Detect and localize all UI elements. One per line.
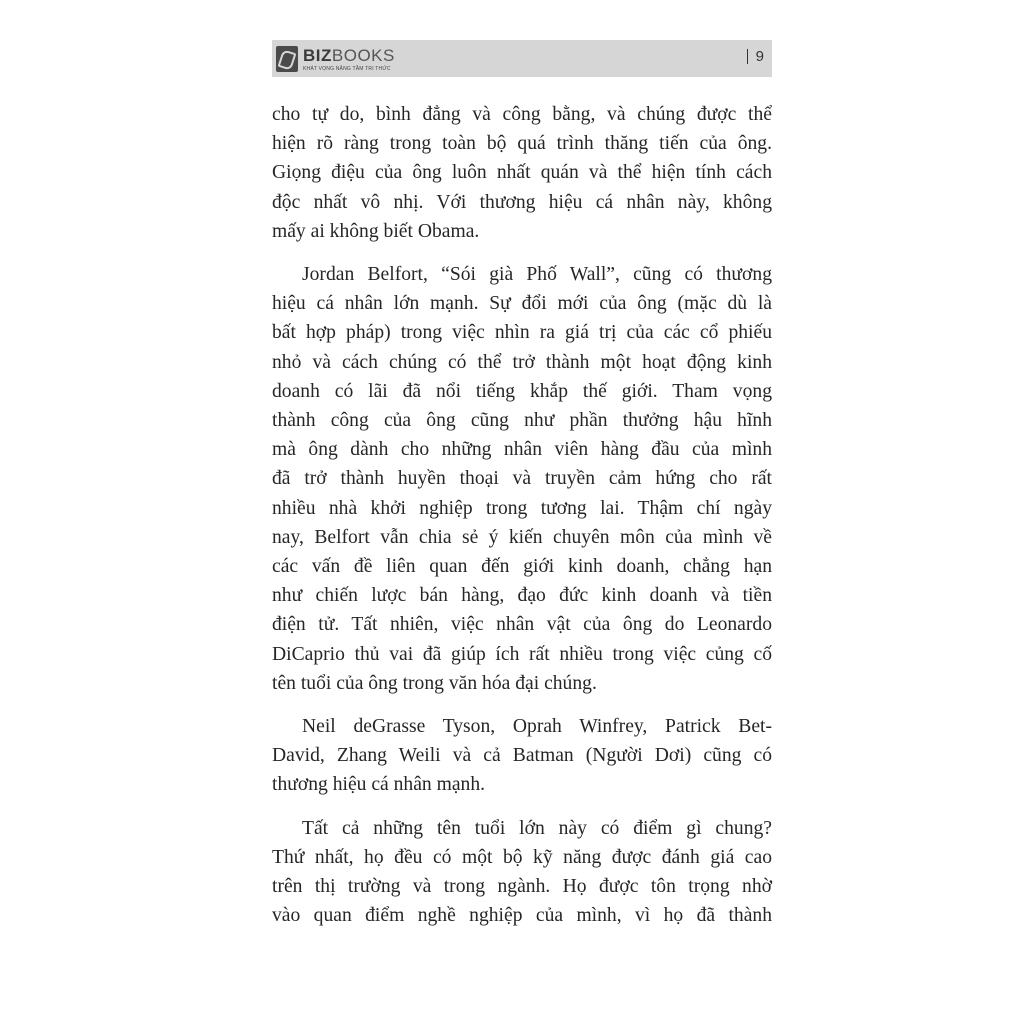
page-number-block xyxy=(747,48,764,65)
brand-bold: BIZ xyxy=(303,45,332,65)
text-line: doanh có lãi đã nổi tiếng khắp thế giới. Tham vọng xyxy=(272,380,772,402)
running-header xyxy=(272,40,772,77)
text-line: tên tuổi của ông trong văn hóa đại chúng. xyxy=(272,672,597,694)
text-line: Tất cả những tên tuổi lớn này có điểm gì chung? xyxy=(302,817,772,839)
text-line: DiCaprio thủ vai đã giúp ích rất nhiều trong việc củng cố xyxy=(272,643,772,665)
paragraph-3 xyxy=(272,712,772,800)
text-line: các vấn đề liên quan đến giới kinh doanh, chẳng hạn xyxy=(272,556,772,578)
page-number: 9 xyxy=(755,48,764,65)
text-line: mà ông dành cho những nhân viên hàng đầu của mình xyxy=(272,439,772,461)
text-line: hiện rõ ràng trong toàn bộ quá trình thăng tiến của ông. xyxy=(272,133,772,155)
text-line: David, Zhang Weili và cả Batman (Người Dơi) cũng có xyxy=(272,745,772,767)
brand-tagline: KHÁT VỌNG NÂNG TẦM TRI THỨC xyxy=(303,65,391,72)
text-line: nay, Belfort vẫn chia sẻ ý kiến chuyên môn của mình về xyxy=(272,526,772,548)
paragraph-4 xyxy=(272,814,772,931)
text-line: vào quan điểm nghề nghiệp của mình, vì họ đã thành xyxy=(272,905,772,927)
text-line: Jordan Belfort, “Sói già Phố Wall”, cũng có thương xyxy=(302,264,772,286)
text-line: như chiến lược bán hàng, đạo đức kinh doanh và tiền xyxy=(272,585,772,607)
text-line: cho tự do, bình đẳng và công bằng, và chúng được thể xyxy=(272,104,772,125)
body-text xyxy=(272,100,772,944)
brand-name xyxy=(303,47,395,64)
text-line: độc nhất vô nhị. Với thương hiệu cá nhân này, không xyxy=(272,191,772,213)
bizbooks-logo-icon xyxy=(276,46,298,72)
text-line: nhiều nhà khởi nghiệp trong tương lai. Thậm chí ngày xyxy=(272,497,772,519)
text-line: Giọng điệu của ông luôn nhất quán và thể hiện tính cách xyxy=(272,162,772,184)
text-line: hiệu cá nhân lớn mạnh. Sự đổi mới của ông (mặc dù là xyxy=(272,293,772,315)
text-line: Neil deGrasse Tyson, Oprah Winfrey, Patrick Bet- xyxy=(302,716,772,738)
logo-text xyxy=(303,47,395,72)
text-line: Thứ nhất, họ đều có một bộ kỹ năng được đánh giá cao xyxy=(272,846,772,868)
brand-thin: BOOKS xyxy=(331,45,395,65)
paragraph-2 xyxy=(272,260,772,698)
text-line: bất hợp pháp) trong việc nhìn ra giá trị của các cổ phiếu xyxy=(272,322,772,344)
text-line: mấy ai không biết Obama. xyxy=(272,220,480,242)
text-line: nhỏ và cách chúng có thể trở thành một hoạt động kinh xyxy=(272,351,772,373)
text-line: điện tử. Tất nhiên, việc nhân vật của ông do Leonardo xyxy=(272,614,772,636)
text-line: trên thị trường và trong ngành. Họ được tôn trọng nhờ xyxy=(272,876,772,898)
publisher-logo xyxy=(276,44,395,74)
text-line: thương hiệu cá nhân mạnh. xyxy=(272,774,486,796)
paragraph-1 xyxy=(272,100,772,246)
page-number-divider xyxy=(747,49,748,64)
text-line: thành công của ông cũng như phần thưởng hậu hĩnh xyxy=(272,410,772,432)
text-line: đã trở thành huyền thoại và truyền cảm hứng cho rất xyxy=(272,468,772,490)
